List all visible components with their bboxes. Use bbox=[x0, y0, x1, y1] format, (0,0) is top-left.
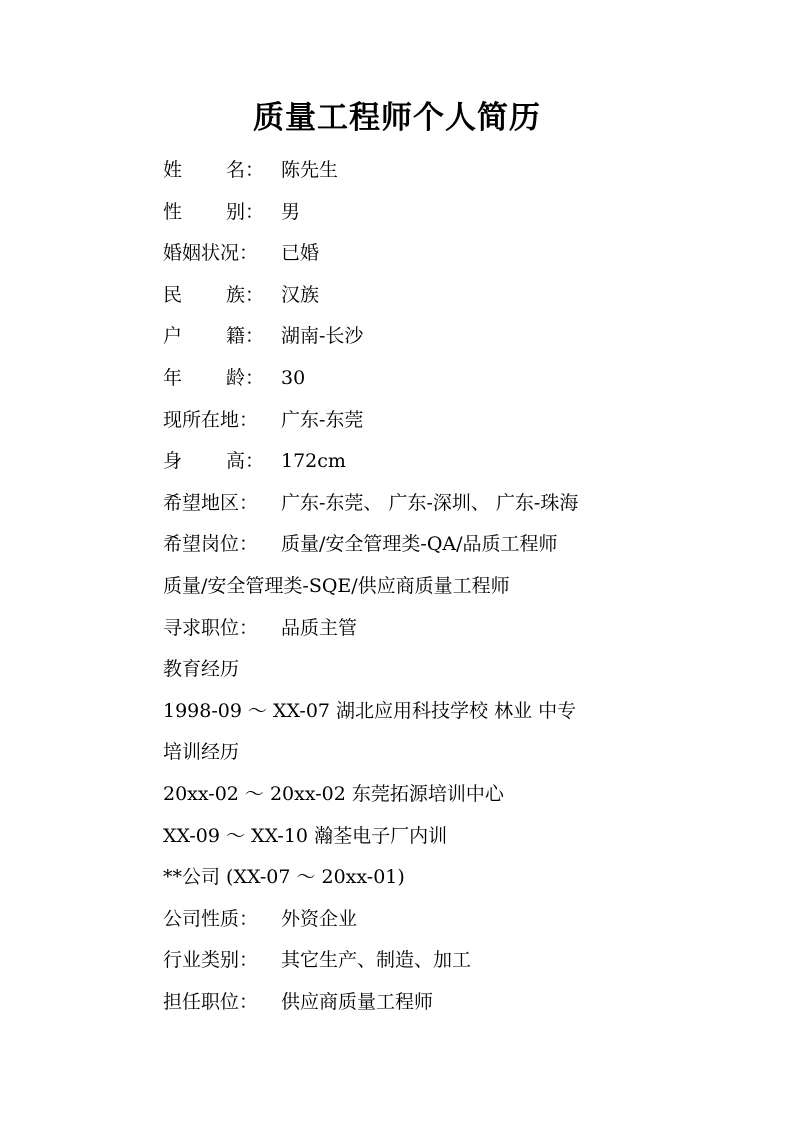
ethnicity-value: 汉族 bbox=[281, 283, 320, 306]
location-row bbox=[163, 400, 763, 442]
gender-label bbox=[163, 192, 264, 234]
hukou-value: 湖南-长沙 bbox=[281, 325, 364, 348]
age-label-b: 龄： bbox=[225, 366, 264, 389]
seeking-position-value: 品质主管 bbox=[281, 616, 358, 639]
hukou-label-a: 户 bbox=[163, 325, 183, 348]
age-label bbox=[163, 358, 264, 400]
education-heading: 教育经历 bbox=[163, 658, 240, 681]
location-label: 现所在地： bbox=[163, 408, 259, 431]
hukou-label-b: 籍： bbox=[225, 325, 264, 348]
work-position-label: 担任职位： bbox=[163, 990, 259, 1013]
desired-position-row bbox=[163, 524, 763, 566]
work-position-value: 供应商质量工程师 bbox=[281, 990, 434, 1013]
height-row bbox=[163, 441, 763, 483]
industry-value: 其它生产、制造、加工 bbox=[281, 949, 472, 972]
training-entry: XX-09 ～ XX-10 瀚荃电子厂内训 bbox=[163, 824, 448, 847]
industry-label: 行业类别： bbox=[163, 949, 259, 972]
height-value: 172cm bbox=[281, 450, 346, 473]
desired-area-label: 希望地区： bbox=[163, 491, 259, 514]
training-entry: 20xx-02 ～ 20xx-02 东莞拓源培训中心 bbox=[163, 782, 504, 805]
work-position-row bbox=[163, 982, 763, 1024]
marital-value: 已婚 bbox=[281, 242, 320, 265]
resume-content bbox=[163, 150, 763, 1023]
location-value: 广东-东莞 bbox=[281, 408, 364, 431]
desired-position-2-row: 质量/安全管理类-SQE/供应商质量工程师 bbox=[163, 574, 510, 597]
desired-position-label: 希望岗位： bbox=[163, 533, 259, 556]
desired-area-row bbox=[163, 483, 763, 525]
height-label-b: 高： bbox=[225, 450, 264, 473]
desired-area-value: 广东-东莞、 广东-深圳、 广东-珠海 bbox=[281, 491, 579, 514]
age-row bbox=[163, 358, 763, 400]
age-value: 30 bbox=[281, 366, 306, 389]
age-label-a: 年 bbox=[163, 366, 183, 389]
work-company: **公司 (XX-07 ～ 20xx-01) bbox=[163, 866, 405, 889]
training-heading: 培训经历 bbox=[163, 741, 240, 764]
gender-label-b: 别： bbox=[225, 200, 264, 223]
seeking-position-label: 寻求职位： bbox=[163, 616, 259, 639]
ethnicity-label bbox=[163, 275, 264, 317]
name-row bbox=[163, 150, 763, 192]
company-type-label: 公司性质： bbox=[163, 907, 259, 930]
page-title: 质量工程师个人简历 bbox=[253, 100, 541, 136]
height-label-a: 身 bbox=[163, 450, 183, 473]
ethnicity-label-b: 族： bbox=[225, 283, 264, 306]
height-label bbox=[163, 441, 264, 483]
marital-row bbox=[163, 233, 763, 275]
desired-position-value: 质量/安全管理类-QA/品质工程师 bbox=[281, 533, 558, 556]
hukou-label bbox=[163, 316, 264, 358]
hukou-row bbox=[163, 316, 763, 358]
seeking-position-row bbox=[163, 608, 763, 650]
name-label-b: 名： bbox=[225, 159, 264, 181]
gender-label-a: 性 bbox=[163, 200, 183, 223]
name-label bbox=[163, 150, 264, 192]
marital-label: 婚姻状况： bbox=[163, 242, 259, 265]
ethnicity-row bbox=[163, 275, 763, 317]
gender-value: 男 bbox=[281, 200, 301, 223]
company-type-row bbox=[163, 899, 763, 941]
gender-row bbox=[163, 192, 763, 234]
industry-row bbox=[163, 940, 763, 982]
education-entry: 1998-09 ～ XX-07 湖北应用科技学校 林业 中专 bbox=[163, 699, 577, 722]
name-value: 陈先生 bbox=[281, 159, 339, 181]
ethnicity-label-a: 民 bbox=[163, 283, 183, 306]
company-type-value: 外资企业 bbox=[281, 907, 358, 930]
name-label-a: 姓 bbox=[163, 159, 183, 181]
